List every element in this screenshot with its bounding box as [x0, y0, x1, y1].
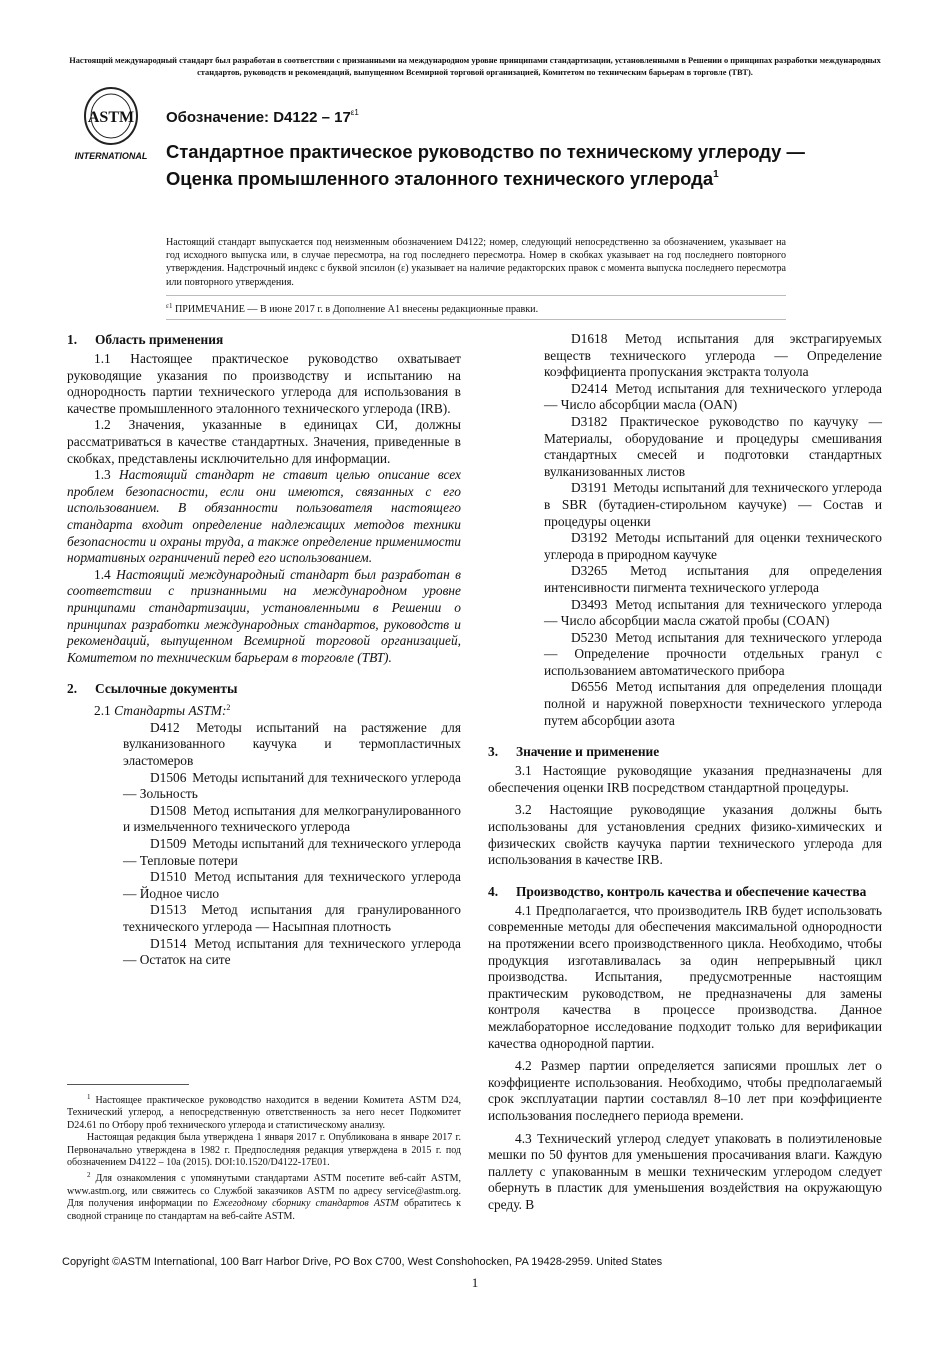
designation-text: Обозначение: D4122 – 17 — [166, 109, 351, 126]
reference-item — [512, 630, 882, 680]
right-column — [488, 331, 882, 1214]
ref-text: Метод испытания для мелкогранулированного и измельченного технического углерода — [123, 802, 461, 835]
ref-code: D1506 — [150, 769, 187, 785]
reference-item — [512, 414, 882, 480]
footnote-2-italic: Ежегодному сборнику стандартов ASTM — [213, 1198, 399, 1210]
footnote-2-mark: 2 — [87, 1171, 91, 1180]
para-3-2: 3.2 Настоящие руководящие указания должны быть использованы для установления средних физико-химических и физических свойств каучука партии технического углерода для использования в качестве IRB. — [488, 802, 882, 868]
reference-list-right — [488, 331, 882, 729]
para-1-3-num: 1.3 — [94, 467, 111, 483]
footnote-2-text-a: Для ознакомления с упомянутыми стандартами ASTM посетите веб-сайт ASTM, www.astm.org, или свяжитесь со Службой заказчиков ASTM по адресу service@astm.org. Для получения информации по — [67, 1173, 462, 1210]
reference-item — [91, 770, 461, 803]
ref-text: Методы испытаний на растяжение для вулканизованного каучука и термопластичных эластомеров — [123, 719, 461, 769]
section-3-heading — [488, 743, 882, 760]
ref-text: Метод испытания для технического углерода — Йодное число — [123, 869, 461, 901]
section-2-number: 2. — [67, 681, 78, 697]
ref-code: D1510 — [150, 869, 187, 885]
reference-item — [512, 597, 882, 630]
ref-text: Методы испытаний для оценки технического углерода в природном каучуке — [544, 530, 882, 562]
footnote-2 — [67, 1169, 461, 1223]
ref-text: Метод испытания для технического углерода — Число абсорбции масла сжатой пробы (COAN) — [544, 596, 882, 629]
reference-item — [512, 331, 882, 381]
ref-code: D1618 — [571, 331, 608, 346]
para-3-1: 3.1 Настоящие руководящие указания предназначены для обеспечения оценки IRB посредством стандартной процедуры. — [488, 763, 882, 795]
para-1-4-num: 1.4 — [94, 566, 111, 582]
astm-logo — [68, 86, 154, 164]
footnote-1-mark: 1 — [87, 1093, 91, 1101]
header-notice: Настоящий международный стандарт был разработан в соответствии с признанными на международном уровне принципами стандартизации, установленными в Решении о принципах разработки международных стандартов, руководств и рекомендаций, выпущенном Всемирной торговой организацией, Комитетом по техническим барьерам в торговле (ТВТ). — [69, 56, 881, 77]
para-1-3 — [67, 467, 461, 567]
para-2-1-num: 2.1 — [94, 703, 111, 719]
section-4-number: 4. — [488, 883, 499, 899]
section-3-title: Значение и применение — [516, 744, 660, 760]
para-1-1: 1.1 Настоящее практическое руководство охватывает руководящие указания по производству и испытанию на однородность партии технического углерода для использования в качестве промышленного эталонного технического углерода (IRB). — [67, 351, 461, 416]
para-4-2: 4.2 Размер партии определяется записями прошлых лет о коэффициенте использования. Необходимо, чтобы предполагаемый срок эксплуатации партии составлял 8–10 лет при коэффициенте использования последнего периода времени. — [488, 1058, 882, 1123]
ref-code: D6556 — [571, 679, 608, 695]
reference-item — [91, 836, 461, 869]
ref-text: Метод испытания для определения площади полной и наружной поверхности технического углерода путем абсорбции азота — [544, 679, 882, 728]
footnote-rule — [67, 1084, 189, 1085]
title-footnote-ref: 1 — [713, 169, 719, 180]
logo-letters: ASTM — [87, 109, 135, 126]
ref-code: D5230 — [571, 629, 608, 645]
reference-item — [91, 720, 461, 770]
separator-bottom — [166, 319, 786, 320]
page-number: 1 — [471, 1275, 479, 1290]
para-4-1: 4.1 Предполагается, что производитель IRB будет использовать современные методы для обеспечения максимальной однородности на протяжении всего производственного цикла. Необходимо, чтобы продукция изготавливалась за один непрерывный цикл производства. Испытания, предусмотренные настоящим практическим руководством, не предназначены для замены контроля качества в процессе производства. Данное межлабораторное исследование подходит только для верификации качества однородной партии. — [488, 902, 882, 1051]
para-2-1-sup: 2 — [226, 703, 231, 713]
section-1-number: 1. — [67, 332, 78, 347]
para-1-3-text: Настоящий стандарт не ставит целью описание всех проблем безопасности, если они имеются, связанных с его использованием. В обязанности пользователя настоящего стандарта входит определение надлежащих методов техники безопасности и охраны труда, а также определение применимости нормативных ограничений перед его использованием. — [67, 467, 461, 566]
enote-sup: ε1 — [166, 302, 173, 310]
ref-code: D1514 — [150, 935, 187, 951]
section-3-number: 3. — [488, 744, 499, 760]
ref-code: D3493 — [571, 596, 608, 612]
ref-code: D3182 — [571, 413, 608, 429]
reference-item — [91, 803, 461, 836]
reference-item — [512, 530, 882, 563]
section-1-heading — [67, 331, 461, 348]
section-4-title: Производство, контроль качества и обеспечение качества — [516, 883, 867, 899]
footnote-1 — [67, 1091, 461, 1132]
designation — [166, 108, 359, 126]
footnote-1-text: Настоящее практическое руководство находится в ведении Комитета ASTM D24, Технический углерод, а непосредственную ответственность за него несет Подкомитет D24.61 по Отбору проб технического углерода и статистическому анализу. — [67, 1095, 462, 1131]
ref-code: D3265 — [571, 563, 608, 579]
para-1-4 — [67, 567, 461, 667]
reference-item — [512, 480, 882, 530]
reference-item — [91, 869, 461, 902]
ref-text: Методы испытаний для технического углерода в SBR (бутадиен-стирольном каучуке) — Состав и процедуры оценки — [544, 480, 882, 529]
reference-item — [512, 679, 882, 729]
copyright-line: Copyright ©ASTM International, 100 Barr Harbor Drive, PO Box C700, West Conshohocken, PA 19428-2959. United States — [62, 1256, 663, 1268]
ref-code: D2414 — [571, 380, 608, 396]
para-1-2: 1.2 Значения, указанные в единицах СИ, должны рассматриваться в качестве стандартных. Значения, приведенные в скобках, представлены исключительно для информации. — [67, 417, 461, 466]
para-4-3: 4.3 Технический углерод следует упаковать в полиэтиленовые мешки по 50 фунтов для уменьшения просачивания влаги. Каждую паллету с упакованным в мешки техническим углеродом следует обернуть в пластик для уменьшения воздействия на окружающую среду. В — [488, 1130, 882, 1212]
ref-code: D412 — [150, 719, 180, 735]
ref-text: Метод испытания для технического углерода — Число абсорбции масла (OAN) — [544, 380, 882, 413]
ref-code: D3192 — [571, 530, 608, 546]
left-column — [67, 331, 461, 969]
para-1-4-text: Настоящий международный стандарт был разработан в соответствии с признанными на международном уровне принципами стандартизации, установленными в Решении о принципах разработки международных стандартов, руководств и рекомендаций, выпущенном Всемирной торговой организацией, Комитетом по техническим барьерам в торговле (ТВТ). — [67, 566, 461, 665]
designation-sup: ε1 — [350, 108, 359, 117]
ref-text: Метод испытания для технического углерода — Определение прочности отдельных гранул с использованием автоматического прибора — [544, 629, 882, 678]
editorial-note — [166, 302, 786, 315]
reference-item — [512, 563, 882, 596]
section-2-title: Ссылочные документы — [95, 681, 238, 697]
ref-text: Методы испытаний для технического углерода — Зольность — [123, 769, 461, 802]
ref-text: Методы испытаний для технического углерода — Тепловые потери — [123, 836, 461, 868]
footnote-2-text-b: обратитесь к сводной странице по стандартам на веб-сайте ASTM. — [67, 1198, 462, 1222]
ref-text: Метод испытания для гранулированного технического углерода — Насыпная плотность — [123, 902, 461, 934]
logo-text: INTERNATIONAL — [74, 151, 148, 161]
enote-text: ПРИМЕЧАНИЕ — В июне 2017 г. в Дополнение A1 внесены редакционные правки. — [174, 304, 539, 315]
section-4-heading — [488, 883, 882, 900]
footnote-1b: Настоящая редакция была утверждена 1 января 2017 г. Опубликована в январе 2017 г. Первоначально утверждена в 1982 г. Предпоследняя редакция утверждена в 2015 г. под обозначением D4122 – 10a (2015). DOI:10.1520/D4122-17E01. — [67, 1132, 461, 1169]
para-2-1-text: Стандарты ASTM: — [114, 703, 227, 719]
ref-code: D1513 — [150, 902, 187, 918]
ref-text: Практическое руководство по каучуку — Материалы, оборудование и процедуры смешивания стандартных смесей и подготовки стандартных вулканизованных листов — [544, 413, 882, 479]
reference-list-left — [67, 720, 461, 969]
ref-code: D3191 — [571, 480, 608, 496]
ref-text: Метод испытания для определения интенсивности пигмента технического углерода — [544, 563, 882, 595]
separator-top — [166, 295, 786, 296]
section-1-title: Область применения — [95, 332, 224, 347]
para-2-1 — [67, 700, 461, 720]
ref-text: Метод испытания для технического углерода — Остаток на сите — [123, 935, 461, 968]
ref-code: D1508 — [150, 802, 187, 818]
intro-paragraph: Настоящий стандарт выпускается под неизменным обозначением D4122; номер, следующий непосредственно за обозначением, указывает на год исходного выпуска или, в случае пересмотра, на год последнего пересмотра. Номер в скобках указывает на год последнего повторного утверждения. Надстрочный индекс с буквой эпсилон (ε) указывает на наличие редакторских правок с момента выпуска последнего пересмотра или повторного утверждения. — [166, 237, 786, 288]
reference-item — [91, 902, 461, 935]
footnotes — [67, 1091, 461, 1223]
reference-item — [91, 936, 461, 969]
document-title — [166, 140, 806, 190]
reference-item — [512, 381, 882, 414]
section-2-heading — [67, 680, 461, 697]
ref-text: Метод испытания для экстрагируемых веществ технического углерода — Определение коэффициента пропускания экстракта толуола — [544, 331, 882, 380]
ref-code: D1509 — [150, 836, 187, 852]
title-text: Стандартное практическое руководство по техническому углероду — Оценка промышленного эталонного технического углерода — [166, 141, 805, 189]
